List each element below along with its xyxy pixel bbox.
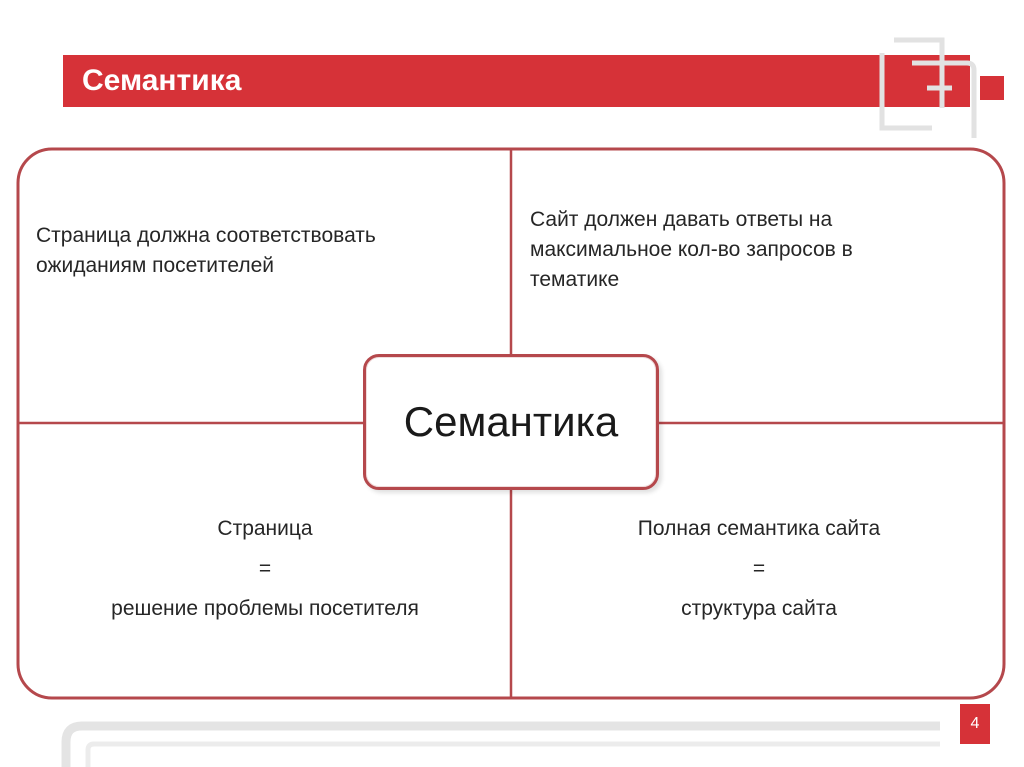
footer-decoration: [60, 712, 940, 767]
quadrant-line: тематике: [530, 268, 620, 291]
quadrant-bottom-right: [514, 509, 1004, 629]
quadrant-line: максимальное кол-во запросов в: [530, 238, 853, 261]
quadrant-line: Полная семантика сайта: [637, 517, 881, 540]
quadrant-line: Сайт должен давать ответы на: [530, 208, 833, 231]
slide-title: Семантика: [82, 64, 242, 97]
page-number: 4: [960, 704, 990, 744]
quadrant-bottom-left: [20, 509, 510, 629]
quadrant-line: =: [258, 557, 272, 580]
quadrant-line: структура сайта: [681, 597, 837, 620]
quadrant-line: =: [752, 557, 766, 580]
quadrant-line: Страница: [217, 517, 313, 540]
quadrant-line: Страница должна соответствовать: [36, 224, 376, 247]
center-label: Семантика: [403, 398, 619, 445]
quadrant-line: ожиданиям посетителей: [36, 254, 275, 277]
quadrant-top-left: [36, 221, 496, 281]
quadrant-top-right: [530, 205, 990, 295]
quadrant-line: решение проблемы посетителя: [111, 597, 419, 620]
